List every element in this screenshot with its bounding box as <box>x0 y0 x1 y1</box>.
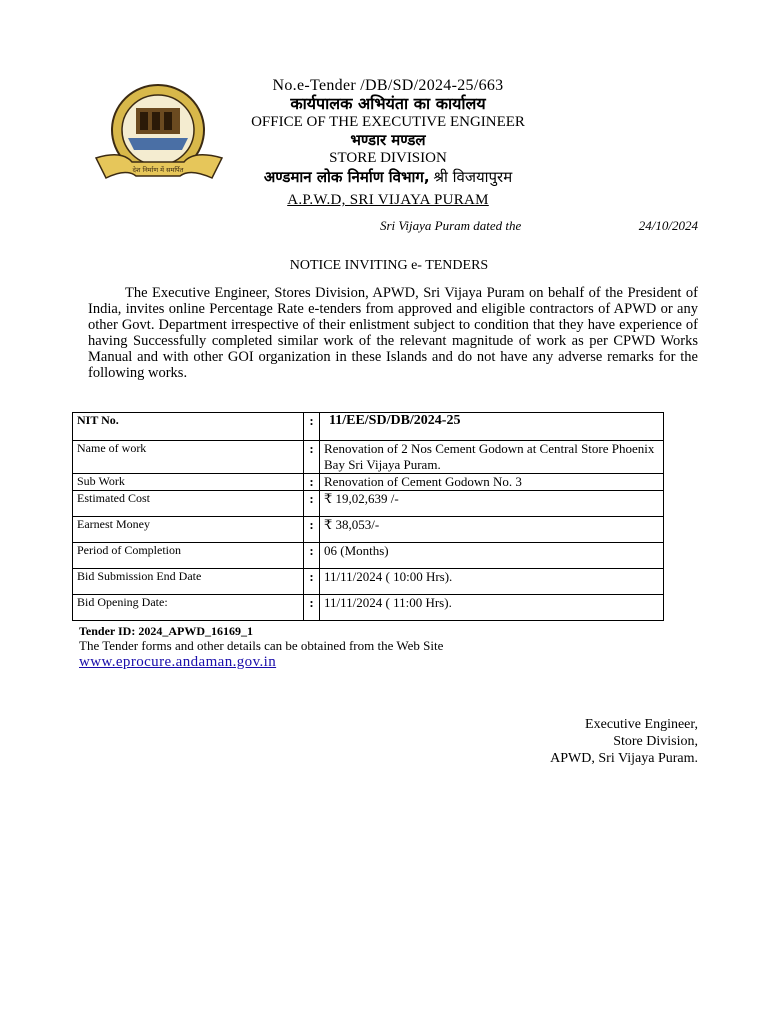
row-value: 11/EE/SD/DB/2024-25 <box>320 413 664 441</box>
row-colon: : <box>304 413 320 441</box>
date-line <box>380 218 698 234</box>
row-colon: : <box>304 517 320 543</box>
table-row <box>73 569 664 595</box>
row-key: Bid Submission End Date <box>73 569 304 595</box>
table-row <box>73 543 664 569</box>
date-label: Sri Vijaya Puram dated the <box>380 218 522 233</box>
notice-date: 24/10/2024 <box>638 218 698 233</box>
notice-title: NOTICE INVITING e- TENDERS <box>289 258 489 273</box>
office-title-english: OFFICE OF THE EXECUTIVE ENGINEER <box>251 114 525 130</box>
table-row <box>73 413 664 441</box>
row-value: Renovation of 2 Nos Cement Godown at Central Store Phoenix Bay Sri Vijaya Puram. <box>320 441 664 474</box>
reference-number: No.e-Tender /DB/SD/2024-25/663 <box>272 77 504 94</box>
row-value: 11/11/2024 ( 11:00 Hrs). <box>320 595 664 621</box>
row-value: ₹ 38,053/- <box>320 517 664 543</box>
emblem-ribbon-text: देश निर्माण में समर्पित <box>132 166 184 174</box>
row-key: Bid Opening Date: <box>73 595 304 621</box>
signature-designation: Executive Engineer, <box>585 717 698 732</box>
division-english: STORE DIVISION <box>329 150 447 166</box>
row-value: 11/11/2024 ( 10:00 Hrs). <box>320 569 664 595</box>
tender-details-table <box>72 412 664 621</box>
table-row <box>73 474 664 491</box>
row-key: Period of Completion <box>73 543 304 569</box>
tender-id: Tender ID: 2024_APWD_16169_1 <box>79 624 254 638</box>
intro-paragraph: The Executive Engineer, Stores Division, APWD, Sri Vijaya Puram on behalf of the President of India, invites online Percentage Rate e-tenders from approved and eligible contractors of APWD or any other Govt. Department irrespective of their enlistment subject to condition that they have experience of having Successfully completed similar work of the relevant magnitude of work as per CPWD Works Manual and with other GOI organization in these Islands and do not have any adverse remarks for the following works. <box>88 285 698 381</box>
row-key: Sub Work <box>73 474 304 491</box>
row-key: Estimated Cost <box>73 491 304 517</box>
row-value: 06 (Months) <box>320 543 664 569</box>
row-colon: : <box>304 441 320 474</box>
division-hindi: भण्डार मण्डल <box>350 131 426 149</box>
row-colon: : <box>304 474 320 491</box>
row-key: NIT No. <box>73 413 304 441</box>
details-text: The Tender forms and other details can be obtained from the Web Site <box>79 638 444 653</box>
table-row <box>73 517 664 543</box>
website-link[interactable]: www.eprocure.andaman.gov.in <box>79 654 277 670</box>
row-key: Earnest Money <box>73 517 304 543</box>
signature-division: Store Division, <box>613 734 698 749</box>
row-colon: : <box>304 491 320 517</box>
table-row <box>73 491 664 517</box>
apwd-emblem <box>92 80 228 186</box>
row-value: ₹ 19,02,639 /- <box>320 491 664 517</box>
row-colon: : <box>304 569 320 595</box>
department-line-hindi <box>220 170 556 186</box>
signature-department: APWD, Sri Vijaya Puram. <box>550 751 698 766</box>
table-row <box>73 595 664 621</box>
row-colon: : <box>304 543 320 569</box>
department-english: A.P.W.D, SRI VIJAYA PURAM <box>287 192 489 208</box>
row-colon: : <box>304 595 320 621</box>
department-hindi: अण्डमान लोक निर्माण विभाग, <box>263 168 430 186</box>
place-hindi: श्री विजयापुरम <box>433 168 513 186</box>
office-title-hindi: कार्यपालक अभियंता का कार्यालय <box>290 94 486 113</box>
table-row <box>73 441 664 474</box>
row-key: Name of work <box>73 441 304 474</box>
row-value: Renovation of Cement Godown No. 3 <box>320 474 664 491</box>
